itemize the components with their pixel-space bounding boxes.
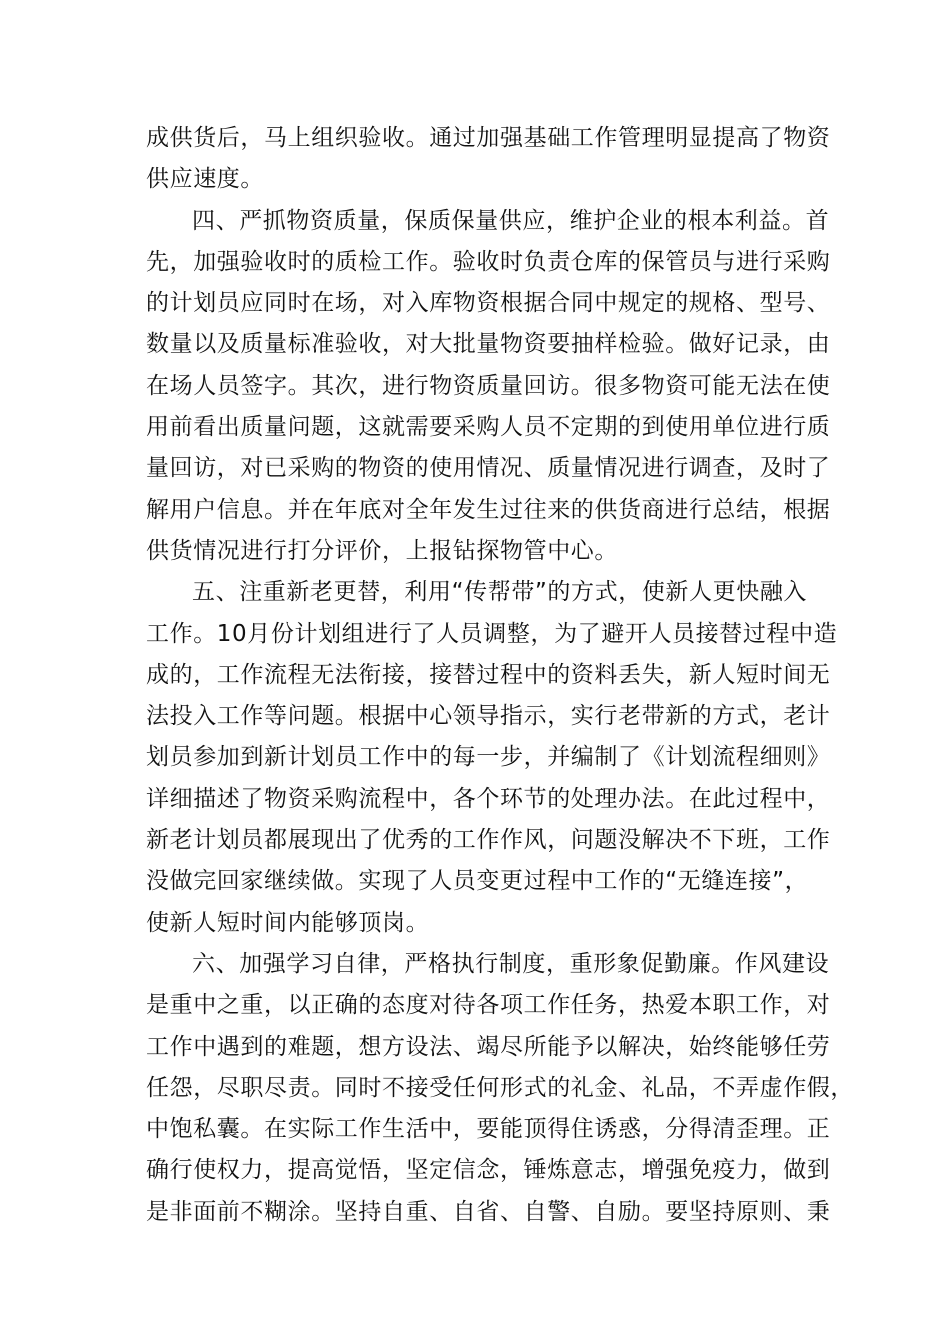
text-line: 使新人短时间内能够顶岗。 xyxy=(146,909,430,936)
text-line: 工作。10月份计划组进行了人员调整，为了避开人员接替过程中造 xyxy=(146,620,838,647)
text-line: 是非面前不糊涂。坚持自重、自省、自警、自励。要坚持原则、秉 xyxy=(146,1198,831,1225)
text-line: 工作中遇到的难题，想方设法、竭尽所能予以解决，始终能够任劳 xyxy=(146,1033,831,1060)
section-six-heading-line: 六、加强学习自律，严格执行制度，重形象促勤廉。作风建设 xyxy=(192,950,830,977)
text-line: 法投入工作等问题。根据中心领导指示，实行老带新的方式，老计 xyxy=(146,703,831,730)
text-line: 新老计划员都展现出了优秀的工作作风，问题没解决不下班，工作 xyxy=(146,827,831,854)
text-line: 的计划员应同时在场，对入库物资根据合同中规定的规格、型号、 xyxy=(146,290,831,317)
text-line: 成的，工作流程无法衔接，接替过程中的资料丢失，新人短时间无 xyxy=(146,661,831,688)
text-line: 量回访，对已采购的物资的使用情况、质量情况进行调查，及时了 xyxy=(146,455,831,482)
text-line: 解用户信息。并在年底对全年发生过往来的供货商进行总结，根据 xyxy=(146,496,831,523)
section-five-heading-line: 五、注重新老更替，利用“传帮带”的方式，使新人更快融入 xyxy=(192,579,808,606)
text-line: 没做完回家继续做。实现了人员变更过程中工作的“无缝连接”， xyxy=(146,868,809,895)
text-line: 在场人员签字。其次，进行物资质量回访。很多物资可能无法在使 xyxy=(146,372,831,399)
text-line: 成供货后，马上组织验收。通过加强基础工作管理明显提高了物资 xyxy=(146,125,831,151)
text-line: 任怨，尽职尽责。同时不接受任何形式的礼金、礼品，不弄虚作假， xyxy=(146,1074,854,1101)
text-line: 用前看出质量问题，这就需要采购人员不定期的到使用单位进行质 xyxy=(146,414,831,441)
text-line: 先，加强验收时的质检工作。验收时负责仓库的保管员与进行采购 xyxy=(146,248,831,275)
text-line: 供货情况进行打分评价，上报钻探物管中心。 xyxy=(146,537,618,564)
section-four-heading-line: 四、严抓物资质量，保质保量供应，维护企业的根本利益。首 xyxy=(192,207,830,234)
text-line: 中饱私囊。在实际工作生活中，要能顶得住诱惑，分得清歪理。正 xyxy=(146,1116,831,1143)
text-line: 是重中之重，以正确的态度对待各项工作任务，热爱本职工作，对 xyxy=(146,992,831,1019)
text-line: 数量以及质量标准验收，对大批量物资要抽样检验。做好记录，由 xyxy=(146,331,831,358)
text-line: 划员参加到新计划员工作中的每一步，并编制了《计划流程细则》 xyxy=(146,744,831,771)
document-body xyxy=(146,118,854,1233)
text-line: 供应速度。 xyxy=(146,166,264,193)
text-line: 详细描述了物资采购流程中，各个环节的处理办法。在此过程中， xyxy=(146,785,831,812)
text-line: 确行使权力，提高觉悟，坚定信念，锤炼意志，增强免疫力，做到 xyxy=(146,1157,831,1184)
